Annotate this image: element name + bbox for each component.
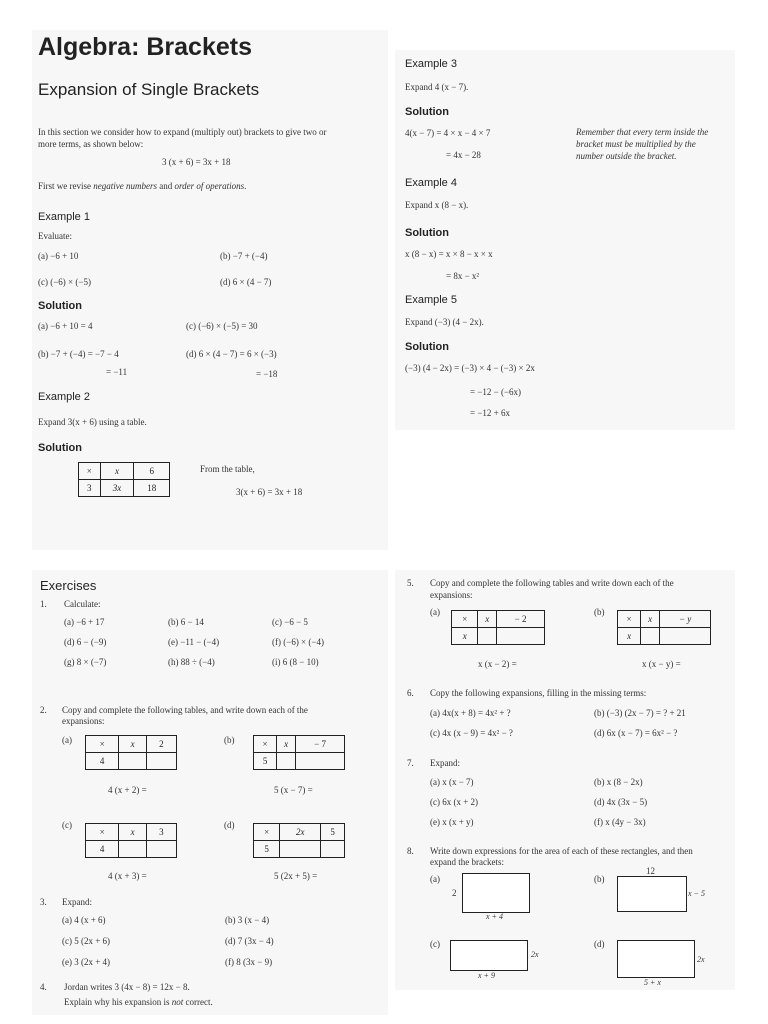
table-cell: 18 xyxy=(134,480,170,497)
example-4-solution-heading: Solution xyxy=(405,227,449,239)
example-2-heading: Example 2 xyxy=(38,391,90,403)
q8c-rectangle xyxy=(450,940,528,971)
intro-line-2: more terms, as shown below: xyxy=(38,139,144,149)
q4-line-1: Jordan writes 3 (4x − 8) = 12x − 8. xyxy=(64,982,190,992)
q5b-result: x (x − y) = xyxy=(642,659,681,669)
q7-text: Expand: xyxy=(430,758,460,768)
q8a-bottom-label: x + 4 xyxy=(486,912,503,921)
q8d-side-label: 2x xyxy=(697,955,705,964)
example-4-line-1: x (8 − x) = x × 8 − x × x xyxy=(405,249,493,259)
table-cell: 4 xyxy=(86,841,119,858)
example-1-sol-b: (b) −7 + (−4) = −7 − 4 xyxy=(38,349,119,359)
revise-end: . xyxy=(244,181,247,191)
revise-line xyxy=(38,181,246,191)
q7-item: (e) x (x + y) xyxy=(430,817,474,827)
table-cell xyxy=(146,753,176,770)
q8b-label: (b) xyxy=(594,874,605,884)
q2a-label: (a) xyxy=(62,735,72,745)
q8-line-1: Write down expressions for the area of each of these rectangles, and then xyxy=(430,846,693,856)
q1-item: (f) (−6) × (−4) xyxy=(272,637,324,647)
example-3-line-1: 4(x − 7) = 4 × x − 4 × 7 xyxy=(405,128,491,138)
q7-item: (a) x (x − 7) xyxy=(430,777,474,787)
revise-prefix: First we revise xyxy=(38,181,94,191)
q1-item: (e) −11 − (−4) xyxy=(168,637,220,647)
q1-item: (i) 6 (8 − 10) xyxy=(272,657,319,667)
example-2-prompt: Expand 3(x + 6) using a table. xyxy=(38,417,147,427)
q8c-label: (c) xyxy=(430,939,440,949)
q8a-label: (a) xyxy=(430,874,440,884)
q8d-rectangle xyxy=(617,940,695,978)
q7-item: (f) x (4y − 3x) xyxy=(594,817,646,827)
example-1-b: (b) −7 + (−4) xyxy=(220,251,268,261)
intro-formula: 3 (x + 6) = 3x + 18 xyxy=(162,157,231,167)
q8c-side-label: 2x xyxy=(531,950,539,959)
q3-item: (e) 3 (2x + 4) xyxy=(62,957,111,967)
example-3-note: Remember that every term inside the bracket must be multiplied by the number outside the bracket. xyxy=(576,127,709,161)
q2a-result: 4 (x + 2) = xyxy=(108,785,147,795)
table-cell xyxy=(119,841,146,858)
q8-line-2: expand the brackets: xyxy=(430,857,504,867)
example-5-prompt: Expand (−3) (4 − 2x). xyxy=(405,317,484,327)
page-title: Algebra: Brackets xyxy=(38,33,252,61)
example-3-line-2: = 4x − 28 xyxy=(446,150,481,160)
example-1-a: (a) −6 + 10 xyxy=(38,251,79,261)
table-cell: 2 xyxy=(146,736,176,753)
q5b-table xyxy=(617,610,711,645)
example-3-heading: Example 3 xyxy=(405,58,457,70)
q2b-label: (b) xyxy=(224,735,235,745)
q8d-label: (d) xyxy=(594,939,605,949)
q7-item: (b) x (8 − 2x) xyxy=(594,777,643,787)
table-cell xyxy=(497,628,545,645)
example-1-solution-heading: Solution xyxy=(38,300,82,312)
table-cell: x xyxy=(100,463,134,480)
table-cell xyxy=(119,753,146,770)
q3-number: 3. xyxy=(40,897,47,907)
revise-order-of-operations: order of operations xyxy=(174,181,245,191)
table-cell: × xyxy=(254,824,280,841)
example-1-sol-c: (c) (−6) × (−5) = 30 xyxy=(186,321,258,331)
q8b-side-label: x − 5 xyxy=(688,889,705,898)
q2-line-1: Copy and complete the following tables, and write down each of the xyxy=(62,705,308,715)
q2b-result: 5 (x − 7) = xyxy=(274,785,313,795)
example-1-heading: Example 1 xyxy=(38,211,90,223)
q2b-table xyxy=(253,735,345,770)
example-2-table xyxy=(78,462,170,497)
q6-text: Copy the following expansions, filling in the missing terms: xyxy=(430,688,647,698)
q4-line-2 xyxy=(64,997,213,1007)
example-5-line-2: = −12 − (−6x) xyxy=(470,387,522,397)
q8b-rectangle xyxy=(617,876,687,912)
table-cell: x xyxy=(618,628,641,645)
q6-item: (d) 6x (x − 7) = 6x² − ? xyxy=(594,728,678,738)
q5a-label: (a) xyxy=(430,607,440,617)
q1-item: (h) 88 ÷ (−4) xyxy=(168,657,215,667)
q5b-label: (b) xyxy=(594,607,605,617)
table-cell: 5 xyxy=(321,824,345,841)
q2-number: 2. xyxy=(40,705,47,715)
q3-item: (c) 5 (2x + 6) xyxy=(62,936,111,946)
q1-number: 1. xyxy=(40,599,47,609)
table-cell: x xyxy=(478,611,497,628)
section-subtitle: Expansion of Single Brackets xyxy=(38,80,260,99)
q4-line-2-suffix: correct. xyxy=(183,997,213,1007)
q1-item: (d) 6 − (−9) xyxy=(64,637,107,647)
intro-line-1: In this section we consider how to expand (multiply out) brackets to give two or xyxy=(38,127,327,137)
q8-number: 8. xyxy=(407,846,414,856)
table-cell xyxy=(641,628,660,645)
q7-item: (d) 4x (3x − 5) xyxy=(594,797,648,807)
q8c-bottom-label: x + 9 xyxy=(478,971,495,980)
q1-item: (g) 8 × (−7) xyxy=(64,657,107,667)
example-3-prompt: Expand 4 (x − 7). xyxy=(405,82,469,92)
q6-item: (c) 4x (x − 9) = 4x² − ? xyxy=(430,728,513,738)
q1-text: Calculate: xyxy=(64,599,101,609)
table-cell: x xyxy=(119,736,146,753)
table-cell: x xyxy=(277,736,296,753)
q2d-table xyxy=(253,823,345,858)
q8a-rectangle xyxy=(462,873,530,913)
example-5-line-1: (−3) (4 − 2x) = (−3) × 4 − (−3) × 2x xyxy=(405,363,535,373)
q6-item: (b) (−3) (2x − 7) = ? + 21 xyxy=(594,708,686,718)
table-cell: − y xyxy=(660,611,711,628)
q8a-side-label: 2 xyxy=(452,888,457,898)
q5-line-2: expansions: xyxy=(430,590,473,600)
q3-item: (d) 7 (3x − 4) xyxy=(225,936,274,946)
example-5-solution-heading: Solution xyxy=(405,341,449,353)
q6-number: 6. xyxy=(407,688,414,698)
exercises-heading: Exercises xyxy=(40,578,97,593)
table-cell: 6 xyxy=(134,463,170,480)
q2-line-2: expansions: xyxy=(62,716,105,726)
example-1-prompt: Evaluate: xyxy=(38,231,72,241)
q2c-label: (c) xyxy=(62,820,72,830)
table-cell xyxy=(321,841,345,858)
table-cell xyxy=(660,628,711,645)
table-cell: × xyxy=(86,736,119,753)
table-cell xyxy=(296,753,345,770)
example-1-c: (c) (−6) × (−5) xyxy=(38,277,91,287)
q1-item: (b) 6 − 14 xyxy=(168,617,204,627)
table-cell: x xyxy=(452,628,478,645)
q3-text: Expand: xyxy=(62,897,92,907)
q2c-result: 4 (x + 3) = xyxy=(108,871,147,881)
q5a-result: x (x − 2) = xyxy=(478,659,517,669)
table-cell: − 2 xyxy=(497,611,545,628)
q3-item: (a) 4 (x + 6) xyxy=(62,915,106,925)
table-cell: 2x xyxy=(280,824,321,841)
table-cell: x xyxy=(119,824,146,841)
example-1-sol-b-2: = −11 xyxy=(106,367,128,377)
table-cell: × xyxy=(79,463,101,480)
q3-item: (f) 8 (3x − 9) xyxy=(225,957,273,967)
table-cell xyxy=(277,753,296,770)
q2d-result: 5 (2x + 5) = xyxy=(274,871,318,881)
q5a-table xyxy=(451,610,545,645)
q5-number: 5. xyxy=(407,578,414,588)
table-cell: x xyxy=(641,611,660,628)
revise-negative-numbers: negative numbers xyxy=(93,181,157,191)
example-2-result: 3(x + 6) = 3x + 18 xyxy=(236,487,303,497)
example-2-from: From the table, xyxy=(200,464,255,474)
table-cell: × xyxy=(86,824,119,841)
example-4-heading: Example 4 xyxy=(405,177,457,189)
q1-item: (a) −6 + 17 xyxy=(64,617,105,627)
q5-line-1: Copy and complete the following tables and write down each of the xyxy=(430,578,674,588)
q6-item: (a) 4x(x + 8) = 4x² + ? xyxy=(430,708,511,718)
example-4-prompt: Expand x (8 − x). xyxy=(405,200,469,210)
table-cell xyxy=(280,841,321,858)
example-1-sol-a: (a) −6 + 10 = 4 xyxy=(38,321,93,331)
example-1-sol-d: (d) 6 × (4 − 7) = 6 × (−3) xyxy=(186,349,277,359)
q7-item: (c) 6x (x + 2) xyxy=(430,797,479,807)
q2c-table xyxy=(85,823,177,858)
q8d-bottom-label: 5 + x xyxy=(644,978,661,987)
example-4-line-2: = 8x − x² xyxy=(446,271,480,281)
table-cell: − 7 xyxy=(296,736,345,753)
table-cell: 3 xyxy=(79,480,101,497)
q8b-top-label: 12 xyxy=(646,866,655,876)
q4-line-2-prefix: Explain why his expansion is xyxy=(64,997,172,1007)
q4-line-2-not: not xyxy=(171,997,184,1007)
q4-number: 4. xyxy=(40,982,47,992)
table-cell: 3x xyxy=(100,480,134,497)
table-cell: 5 xyxy=(254,841,280,858)
table-cell: 5 xyxy=(254,753,277,770)
q1-item: (c) −6 − 5 xyxy=(272,617,308,627)
example-1-sol-d-2: = −18 xyxy=(256,369,278,379)
table-cell: 3 xyxy=(146,824,176,841)
q3-item: (b) 3 (x − 4) xyxy=(225,915,270,925)
q2a-table xyxy=(85,735,177,770)
q2d-label: (d) xyxy=(224,820,235,830)
table-cell: × xyxy=(618,611,641,628)
table-cell: × xyxy=(452,611,478,628)
table-cell xyxy=(478,628,497,645)
table-cell: × xyxy=(254,736,277,753)
table-cell xyxy=(146,841,176,858)
example-5-line-3: = −12 + 6x xyxy=(470,408,510,418)
revise-and: and xyxy=(156,181,175,191)
q7-number: 7. xyxy=(407,758,414,768)
example-5-heading: Example 5 xyxy=(405,294,457,306)
example-2-solution-heading: Solution xyxy=(38,442,82,454)
example-3-solution-heading: Solution xyxy=(405,106,449,118)
example-1-d: (d) 6 × (4 − 7) xyxy=(220,277,272,287)
table-cell: 4 xyxy=(86,753,119,770)
